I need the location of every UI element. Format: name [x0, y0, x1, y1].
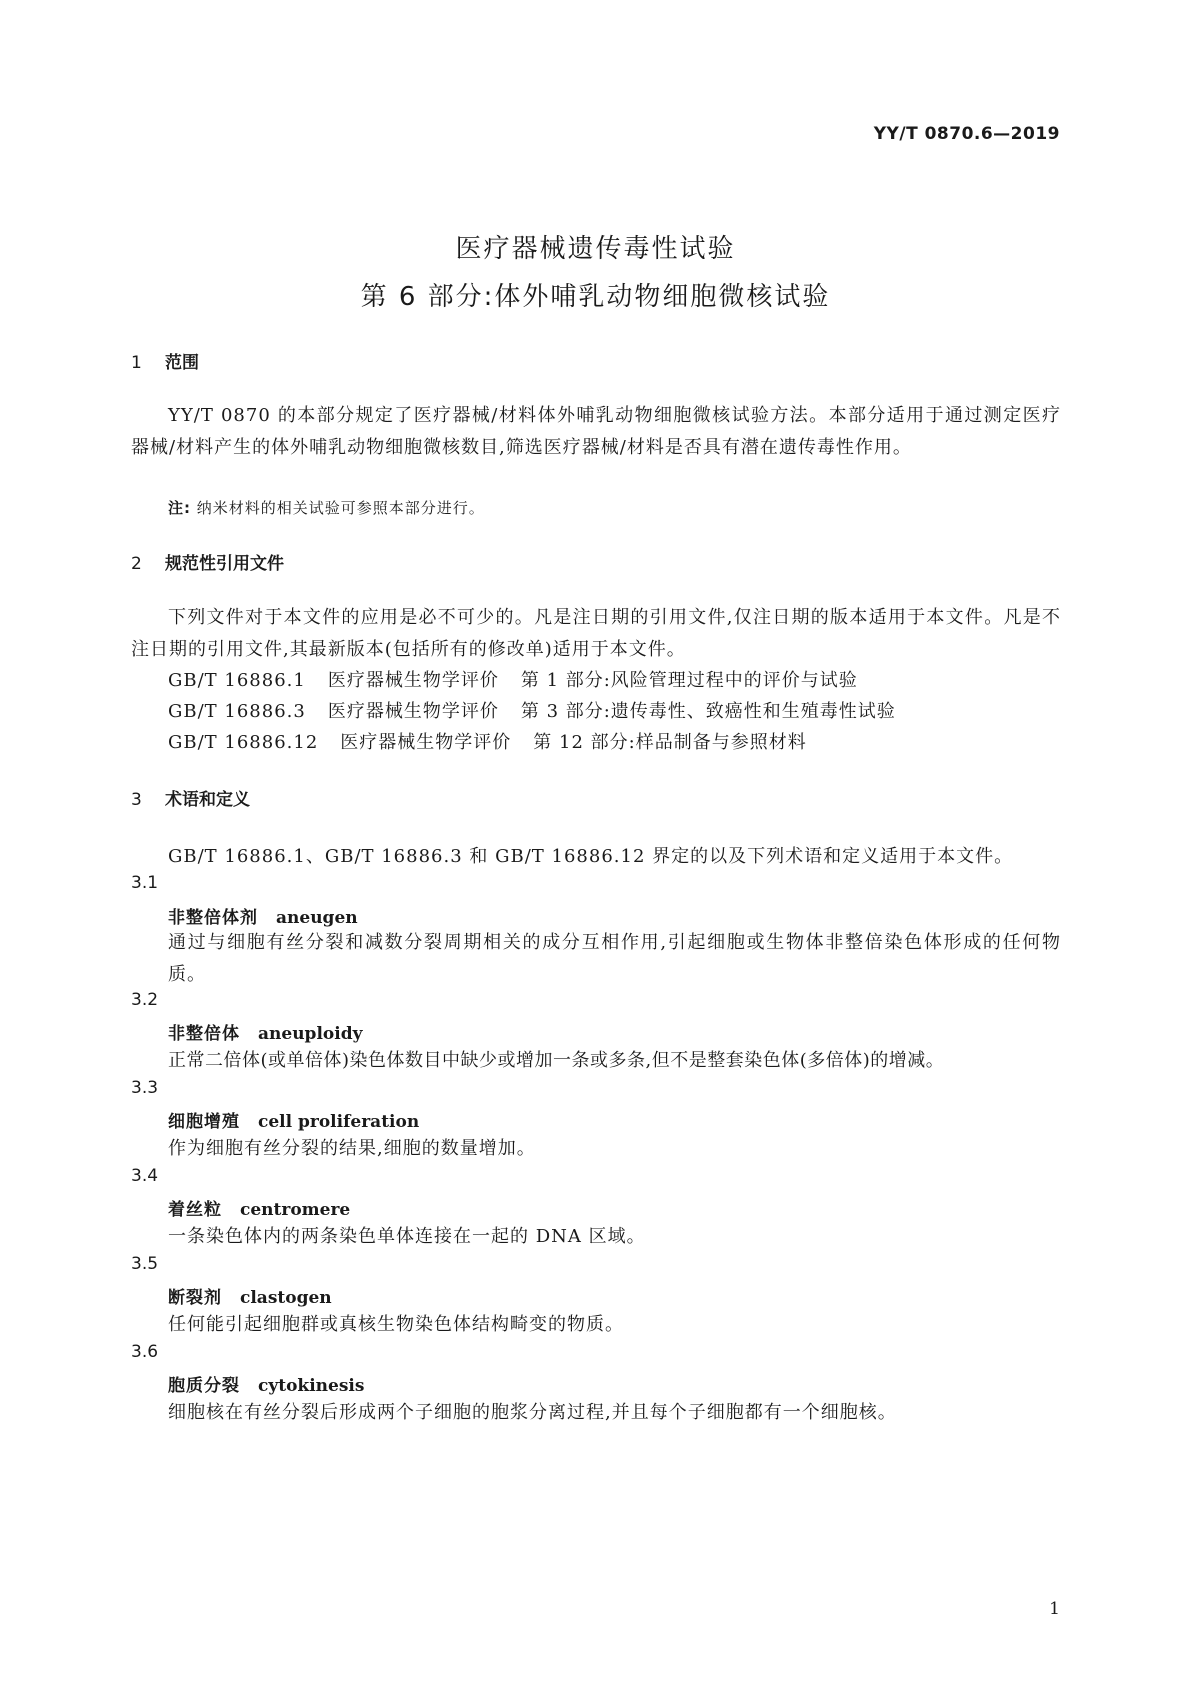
normative-reference — [168, 728, 807, 754]
term-definition: 正常二倍体(或单倍体)染色体数目中缺少或增加一条或多条,但不是整套染色体(多倍体)的增减。 — [168, 1050, 945, 1071]
section-1-note — [168, 497, 485, 518]
term-number: 3.4 — [131, 1166, 159, 1186]
term-en: aneugen — [276, 908, 358, 928]
term-zh: 细胞增殖 — [168, 1112, 240, 1132]
term-en: cytokinesis — [258, 1376, 365, 1396]
term-definition — [131, 927, 1061, 991]
term-heading — [168, 1195, 350, 1220]
reference-title: 医疗器械生物学评价 — [327, 670, 499, 691]
term-zh: 胞质分裂 — [168, 1376, 240, 1396]
reference-part: 第 3 部分:遗传毒性、致癌性和生殖毒性试验 — [520, 701, 896, 722]
reference-code: GB/T 16886.12 — [168, 732, 319, 753]
term-zh: 非整倍体 — [168, 1024, 240, 1044]
document-title-line1: 医疗器械遗传毒性试验 — [455, 234, 736, 264]
term-number: 3.5 — [131, 1254, 159, 1274]
section-title: 术语和定义 — [165, 790, 250, 810]
section-title: 范围 — [165, 353, 199, 373]
reference-part: 第 12 部分:样品制备与参照材料 — [533, 732, 807, 753]
section-3-heading — [131, 785, 250, 810]
reference-title: 医疗器械生物学评价 — [327, 701, 499, 722]
term-definition: 一条染色体内的两条染色单体连接在一起的 DNA 区域。 — [168, 1226, 646, 1247]
note-label: 注: — [168, 499, 191, 517]
standard-code: YY/T 0870.6—2019 — [873, 124, 1060, 144]
section-title: 规范性引用文件 — [165, 554, 284, 574]
section-2-heading — [131, 549, 284, 574]
term-zh: 断裂剂 — [168, 1288, 222, 1308]
normative-reference — [168, 697, 896, 723]
reference-code: GB/T 16886.1 — [168, 670, 306, 691]
term-heading — [168, 1371, 364, 1396]
term-heading — [168, 903, 358, 928]
term-definition: 作为细胞有丝分裂的结果,细胞的数量增加。 — [168, 1138, 536, 1159]
term-definition: 任何能引起细胞群或真核生物染色体结构畸变的物质。 — [168, 1314, 624, 1335]
term-en: aneuploidy — [258, 1024, 363, 1044]
normative-reference — [168, 666, 858, 692]
term-number: 3.3 — [131, 1078, 159, 1098]
section-number: 1 — [131, 353, 142, 373]
page-number: 1 — [1049, 1599, 1060, 1619]
term-zh: 着丝粒 — [168, 1200, 222, 1220]
section-number: 3 — [131, 790, 142, 810]
section-3-intro: GB/T 16886.1、GB/T 16886.3 和 GB/T 16886.12 界定的以及下列术语和定义适用于本文件。 — [168, 846, 1014, 867]
term-definition-text: 通过与细胞有丝分裂和减数分裂周期相关的成分互相作用,引起细胞或生物体非整倍染色体形成的任何物质。 — [168, 932, 1061, 985]
section-number: 2 — [131, 554, 142, 574]
reference-part: 第 1 部分:风险管理过程中的评价与试验 — [520, 670, 858, 691]
term-en: cell proliferation — [258, 1112, 420, 1132]
reference-title: 医疗器械生物学评价 — [340, 732, 512, 753]
section-2-paragraph: 下列文件对于本文件的应用是必不可少的。凡是注日期的引用文件,仅注日期的版本适用于本文件。凡是不注日期的引用文件,其最新版本(包括所有的修改单)适用于本文件。 — [131, 607, 1061, 660]
note-text: 纳米材料的相关试验可参照本部分进行。 — [196, 499, 485, 517]
term-zh: 非整倍体剂 — [168, 908, 258, 928]
term-en: centromere — [240, 1200, 351, 1220]
term-definition: 细胞核在有丝分裂后形成两个子细胞的胞浆分离过程,并且每个子细胞都有一个细胞核。 — [168, 1402, 897, 1423]
term-number: 3.2 — [131, 990, 159, 1010]
section-1-heading — [131, 348, 199, 373]
term-en: clastogen — [240, 1288, 332, 1308]
term-heading — [168, 1283, 332, 1308]
term-heading — [168, 1107, 419, 1132]
term-heading — [168, 1019, 362, 1044]
term-number: 3.6 — [131, 1342, 159, 1362]
section-1-paragraph: YY/T 0870 的本部分规定了医疗器械/材料体外哺乳动物细胞微核试验方法。本部分适用于通过测定医疗器械/材料产生的体外哺乳动物细胞微核数目,筛选医疗器械/材料是否具有潜在遗传毒性作用。 — [131, 405, 1061, 458]
term-number: 3.1 — [131, 873, 159, 893]
reference-code: GB/T 16886.3 — [168, 701, 306, 722]
document-title-line2: 第 6 部分:体外哺乳动物细胞微核试验 — [360, 282, 831, 312]
